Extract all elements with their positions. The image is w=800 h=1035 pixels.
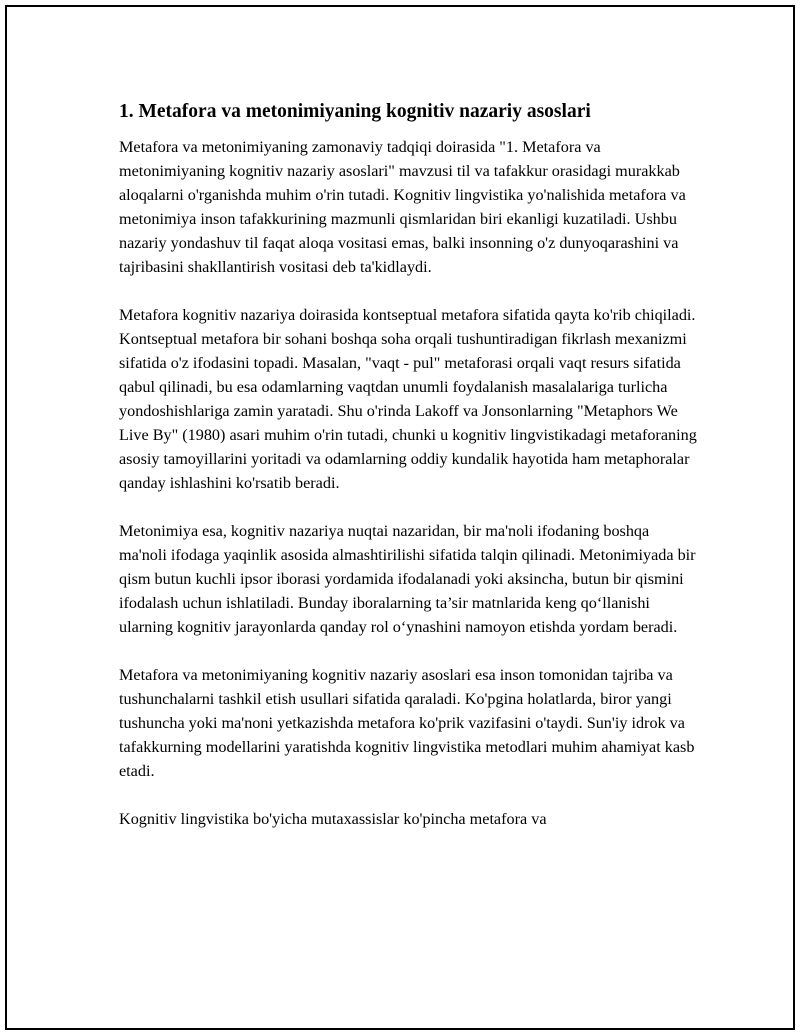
section-heading: 1. Metafora va metonimiyaning kognitiv nazariy asoslari xyxy=(119,101,591,122)
paragraph-metonymy: Metonimiya esa, kognitiv nazariya nuqtai nazaridan, bir ma'noli ifodaning boshqa ma'noli ifodaga yaqinlik asosida almashtirilishi sifatida talqin qilinadi. Metonimiyada bir qism butun kuchli ipsor iborasi yordamida ifodalanadi yoki aksincha, butun bir qismini ifodalash uchun ishlatiladi. Bunday iboralarning ta’sir matnlarida keng qo‘llanishi ularning kognitiv jarayonlarda qanday rol o‘ynashini namoyon etishda yordam beradi. xyxy=(119,522,696,636)
paragraph-metaphor: Metafora kognitiv nazariya doirasida kontseptual metafora sifatida qayta ko'rib chiqiladi. Kontseptual metafora bir sohani boshqa soha orqali tushuntiradigan fikrlash mexanizmi sifatida o'z ifodasini topadi. Masalan, "vaqt - pul" metaforasi orqali vaqt resurs sifatida qabul qilinadi, bu esa odamlarning vaqtdan unumli foydalanish masalalariga turlicha yondoshishlariga zamin yaratadi. Shu o'rinda Lakoff va Jonsonlarning "Metaphors We Live By" (1980) asari muhim o'rin tutadi, chunki u kognitiv lingvistikadagi metaforaning asosiy tamoyillarini yoritadi va odamlarning oddiy kundalik hayotida ham metaphoralar qanday ishlashini ko'rsatib beradi. xyxy=(119,306,697,492)
paragraph-foundations: Metafora va metonimiyaning kognitiv nazariy asoslari esa inson tomonidan tajriba va tushunchalarni tashkil etish usullari sifatida qaraladi. Ko'pgina holatlarda, biror yangi tushuncha yoki ma'noni yetkazishda metafora ko'prik vazifasini o'taydi. Sun'iy idrok va tafakkurning modellarini yaratishda kognitiv lingvistika metodlari muhim ahamiyat kasb etadi. xyxy=(119,666,695,780)
document-body xyxy=(119,98,699,855)
page xyxy=(5,5,795,1030)
paragraph-intro: Metafora va metonimiyaning zamonaviy tadqiqi doirasida "1. Metafora va metonimiyaning kognitiv nazariy asoslari" mavzusi til va tafakkur orasidagi murakkab aloqalarni o'rganishda muhim o'rin tutadi. Kognitiv lingvistika yo'nalishida metafora va metonimiya inson tafakkurining mazmunli qismlaridan biri ekanligi kuzatiladi. Ushbu nazariy yondashuv til faqat aloqa vositasi emas, balki insonning o'z dunyoqarashini va tajribasini shakllantirish vositasi deb ta'kidlaydi. xyxy=(119,138,686,276)
paragraph-specialists: Kognitiv lingvistika bo'yicha mutaxassislar ko'pincha metafora va xyxy=(119,810,547,828)
